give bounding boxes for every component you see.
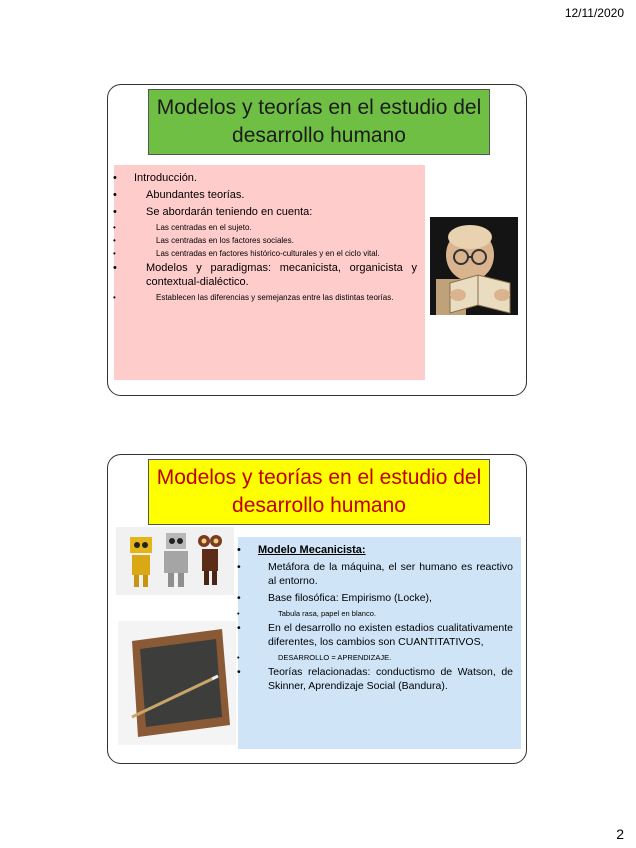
sub-bullet-differences: • Establecen las diferencias y semejanzas entre las distintas teorías.	[122, 292, 417, 303]
print-date: 12/11/2020	[564, 6, 624, 20]
bullet-models: • Modelos y paradigmas: mecanicista, organicista y contextual-dialéctico.	[122, 261, 417, 289]
bullet-empiricism: • Base filosófica: Empirismo (Locke),	[246, 591, 513, 605]
page-number: 2	[616, 826, 624, 842]
bullet-no-stages: • En el desarrollo no existen estadios cualitativamente diferentes, los cambios son CUANTITATIVOS,	[246, 621, 513, 649]
slide-2	[107, 454, 527, 764]
slide-1-content	[114, 165, 425, 380]
bullet-approach: • Se abordarán teniendo en cuenta:	[122, 205, 417, 219]
bullet-theories: • Abundantes teorías.	[122, 188, 417, 202]
slide-2-content	[238, 537, 521, 749]
chalk-slate-image	[118, 621, 236, 745]
bullet-related-theories: • Teorías relacionadas: conductismo de Watson, de Skinner, Aprendizaje Social (Bandura).	[246, 665, 513, 693]
slide-1-title: Modelos y teorías en el estudio del desarrollo humano	[148, 89, 490, 155]
slide-1	[107, 84, 527, 396]
sub-bullet-social: • Las centradas en los factores sociales.	[122, 235, 417, 246]
sub-bullet-development-learning: • DESARROLLO = APRENDIZAJE.	[246, 652, 513, 663]
bullet-machine-metaphor: • Metáfora de la máquina, el ser humano es reactivo al entorno.	[246, 560, 513, 588]
bullet-intro: • Introducción.	[122, 171, 417, 185]
toy-robots-image	[116, 527, 234, 595]
sub-bullet-tabula-rasa: • Tabula rasa, papel en blanco.	[246, 608, 513, 619]
slide-2-title: Modelos y teorías en el estudio del desarrollo humano	[148, 459, 490, 525]
child-reading-image	[430, 217, 518, 315]
mechanistic-heading: • Modelo Mecanicista:	[246, 543, 513, 557]
sub-bullet-subject: • Las centradas en el sujeto.	[122, 222, 417, 233]
sub-bullet-historic: • Las centradas en factores histórico-culturales y en el ciclo vital.	[122, 248, 417, 259]
